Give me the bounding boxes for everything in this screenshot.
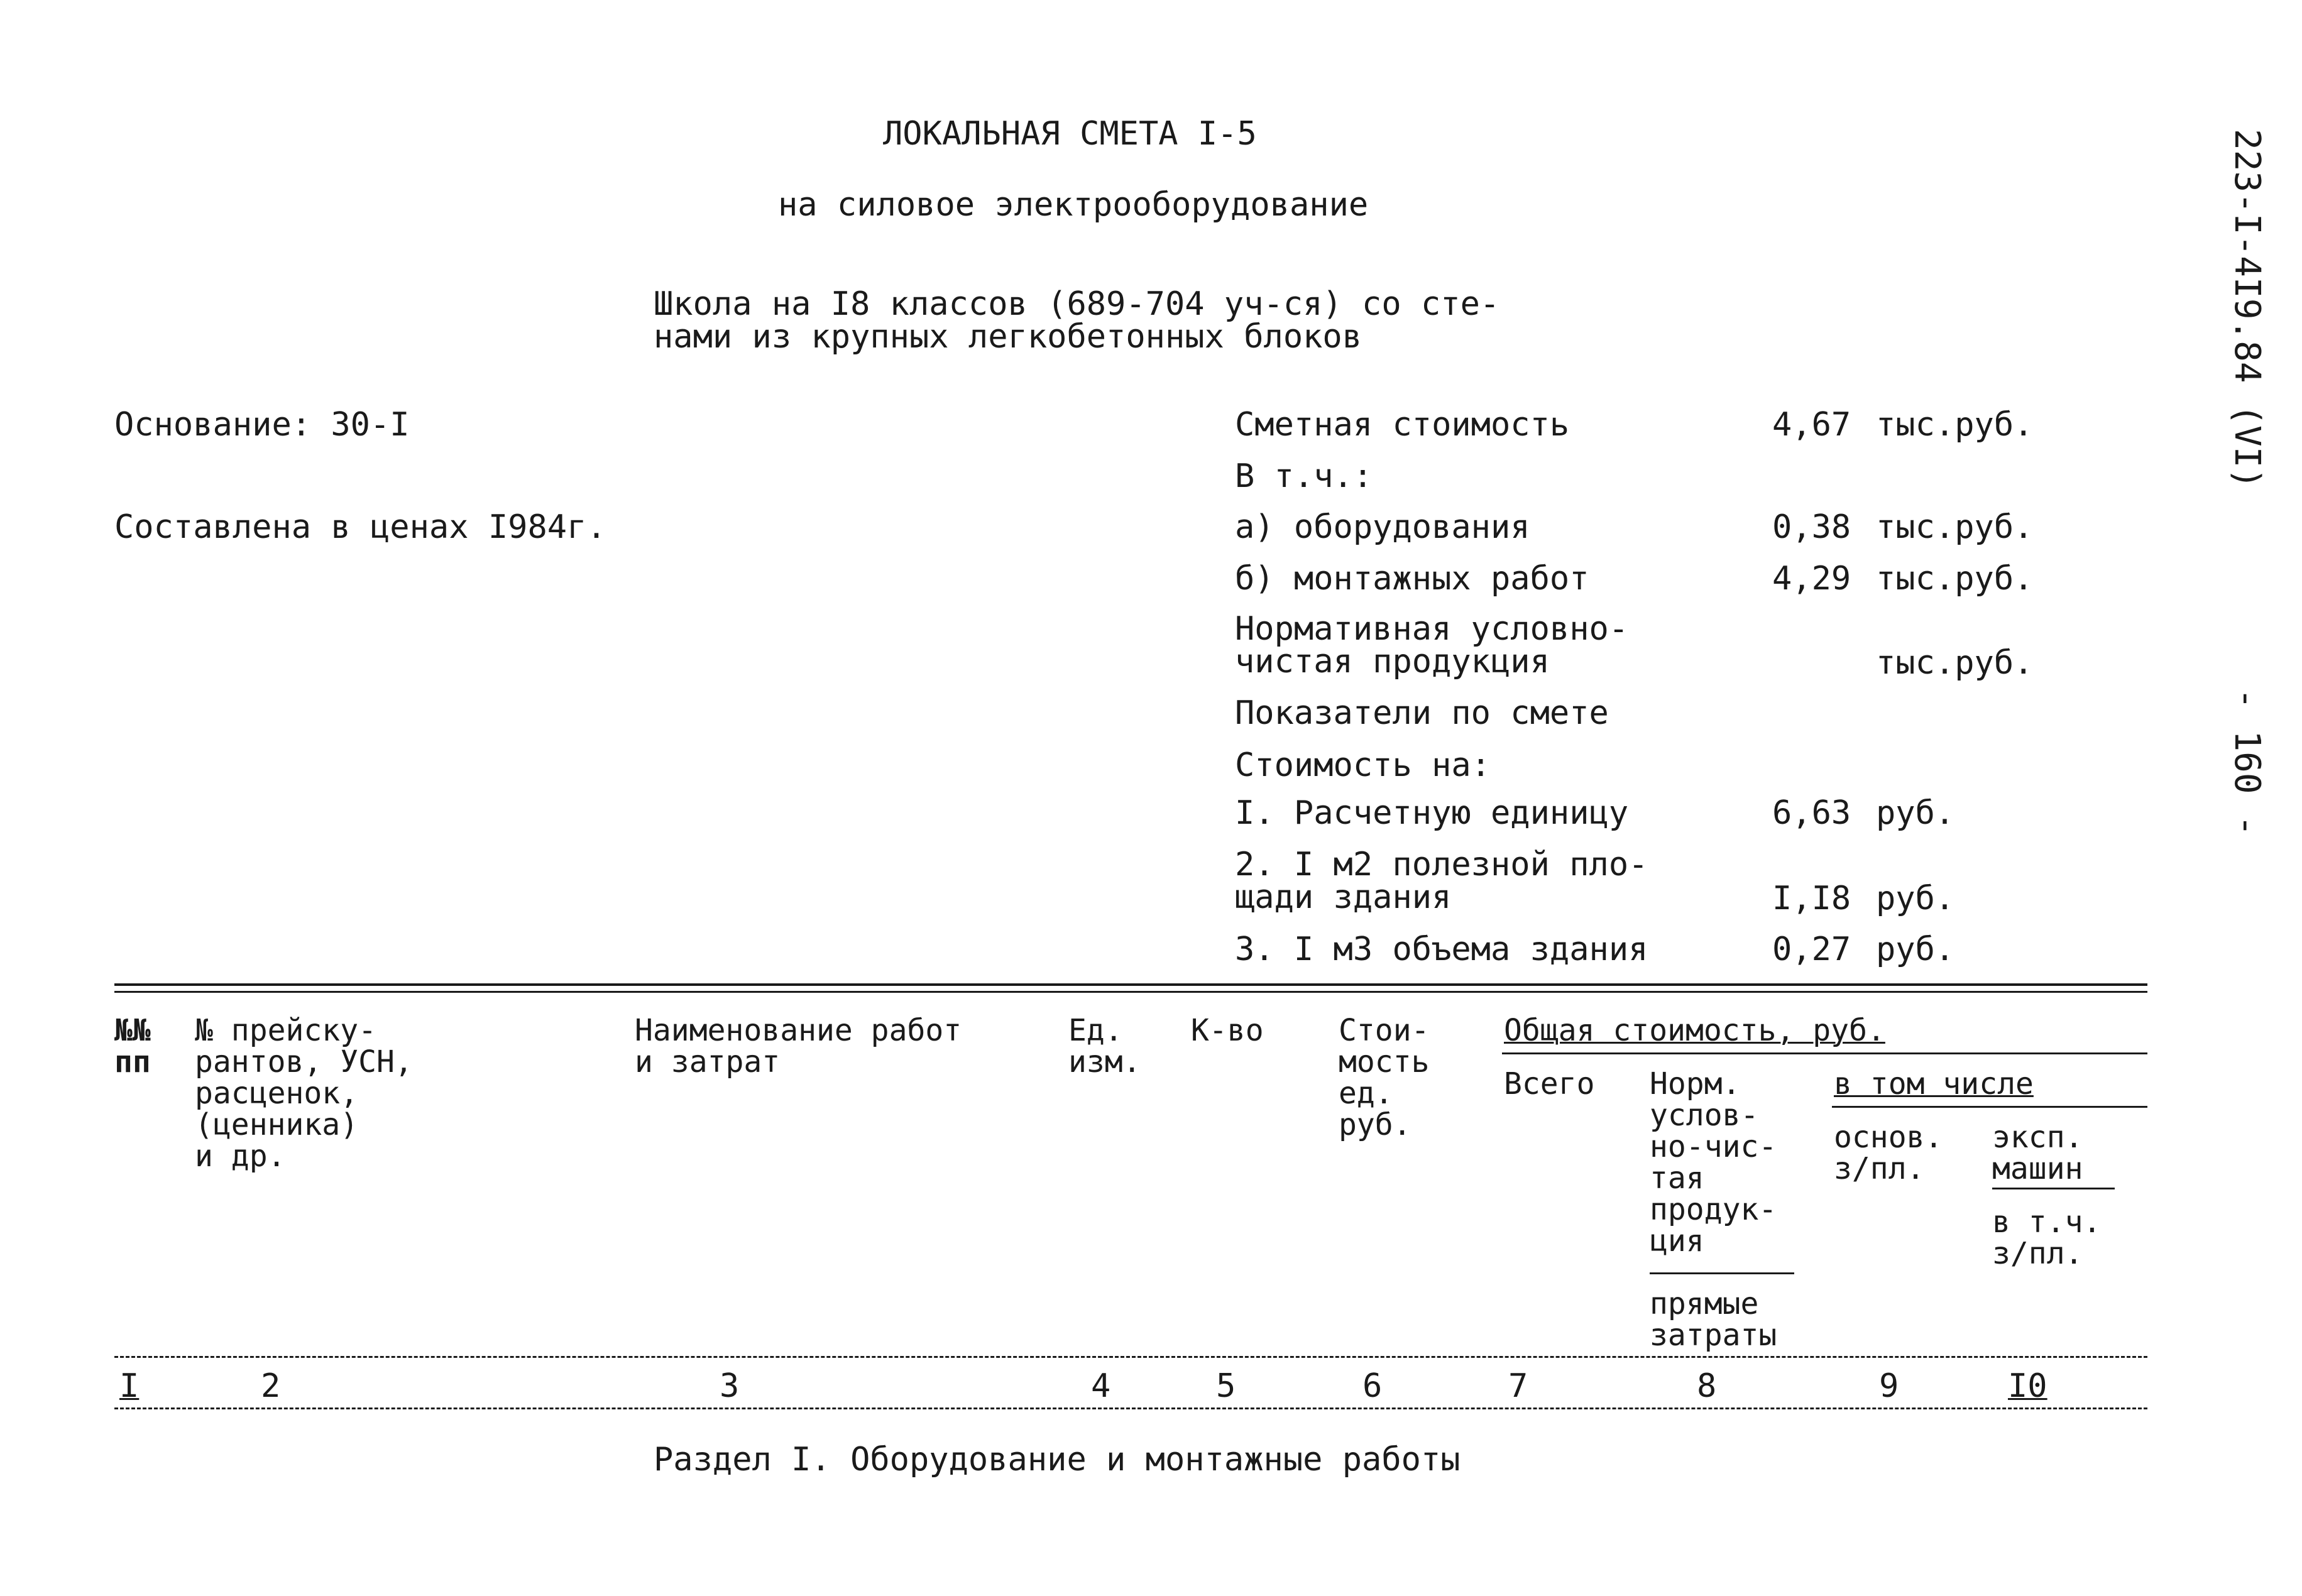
total-cost-rule xyxy=(1502,1052,2147,1054)
col-header-normative-net: Норм. услов- но-чис- тая продук- ция xyxy=(1650,1066,1777,1259)
col-header-row-number: №№ пп xyxy=(114,1013,151,1079)
mounting-unit: тыс.руб. xyxy=(1876,560,2034,598)
column-numbers-bottom-rule xyxy=(114,1407,2147,1409)
unit-cost-label: I. Расчетную единицу xyxy=(1235,794,1629,832)
column-number: 4 xyxy=(1091,1367,1111,1405)
equipment-label: а) оборудования xyxy=(1235,508,1530,546)
normative-net-rule xyxy=(1650,1272,1794,1274)
col-header-quantity: К-во xyxy=(1191,1013,1264,1048)
col-header-direct-costs: прямые затраты xyxy=(1650,1286,1777,1353)
col-header-unit-cost: Стои- мость ед. руб. xyxy=(1339,1013,1430,1142)
unit-cost-unit: руб. xyxy=(1876,794,1955,832)
volume-cost-label: 3. I м3 объема здания xyxy=(1235,931,1648,968)
including-rule xyxy=(1832,1106,2147,1108)
col-header-total: Всего xyxy=(1504,1066,1595,1101)
col-header-unit: Ед. изм. xyxy=(1068,1013,1141,1079)
volume-cost-unit: руб. xyxy=(1876,931,1955,968)
table-top-rule xyxy=(114,983,2147,986)
normative-unit: тыс.руб. xyxy=(1876,644,2034,682)
column-number: I xyxy=(119,1367,140,1405)
equipment-unit: тыс.руб. xyxy=(1876,508,2034,546)
estimated-cost-unit: тыс.руб. xyxy=(1876,406,2034,444)
document-code: 223-I-4I9.84 (VI) xyxy=(2227,129,2267,489)
column-number: 9 xyxy=(1879,1367,1899,1405)
cost-on-label: Стоимость на: xyxy=(1235,746,1491,784)
machine-operation-rule xyxy=(1992,1188,2115,1189)
document-title: ЛОКАЛЬНАЯ СМЕТА I-5 xyxy=(883,115,1257,153)
col-header-base-salary: основ. з/пл. xyxy=(1834,1120,1943,1186)
header-bottom-rule xyxy=(114,1356,2147,1358)
equipment-value: 0,38 xyxy=(1772,508,1851,546)
column-number: 3 xyxy=(720,1367,740,1405)
column-number: 5 xyxy=(1216,1367,1236,1405)
estimated-cost-value: 4,67 xyxy=(1772,406,1851,444)
volume-cost-value: 0,27 xyxy=(1772,931,1851,968)
unit-cost-value: 6,63 xyxy=(1772,794,1851,832)
table-top-rule-inner xyxy=(114,991,2147,993)
col-header-total-cost: Общая стоимость, руб. xyxy=(1504,1013,1885,1048)
document-subtitle: на силовое электрооборудование xyxy=(778,186,1369,224)
section-title: Раздел I. Оборудование и монтажные работы xyxy=(654,1441,1461,1478)
page-number: - 160 - xyxy=(2227,688,2267,837)
estimated-cost-label: Сметная стоимость xyxy=(1235,406,1570,444)
col-header-machine-salary: в т.ч. з/пл. xyxy=(1992,1205,2102,1271)
column-number: 8 xyxy=(1697,1367,1717,1405)
area-cost-value: I,I8 xyxy=(1772,880,1851,917)
column-number: 7 xyxy=(1508,1367,1528,1405)
area-cost-label: 2. I м2 полезной пло- щади здания xyxy=(1235,846,1648,916)
normative-label: Нормативная условно- чистая продукция xyxy=(1235,610,1629,680)
prices-year-text: Составлена в ценах I984г. xyxy=(114,508,606,546)
col-header-price-list: № прейску- рантов, УСН, расценок, (ценника) и др. xyxy=(195,1013,413,1174)
col-header-work-name: Наименование работ и затрат xyxy=(635,1013,962,1079)
object-description: Школа на I8 классов (689-704 уч-ся) со сте- нами из крупных легкобетонных блоков xyxy=(654,285,1500,356)
col-header-including: в том числе xyxy=(1834,1066,2034,1101)
area-cost-unit: руб. xyxy=(1876,880,1955,917)
including-label: В т.ч.: xyxy=(1235,457,1373,495)
column-number: 2 xyxy=(261,1367,281,1405)
col-header-machine-operation: эксп. машин xyxy=(1992,1120,2083,1186)
mounting-label: б) монтажных работ xyxy=(1235,560,1589,598)
column-number: 6 xyxy=(1362,1367,1383,1405)
indicators-label: Показатели по смете xyxy=(1235,694,1609,732)
column-number: I0 xyxy=(2008,1367,2047,1405)
basis-text: Основание: 30-I xyxy=(114,406,410,444)
mounting-value: 4,29 xyxy=(1772,560,1851,598)
